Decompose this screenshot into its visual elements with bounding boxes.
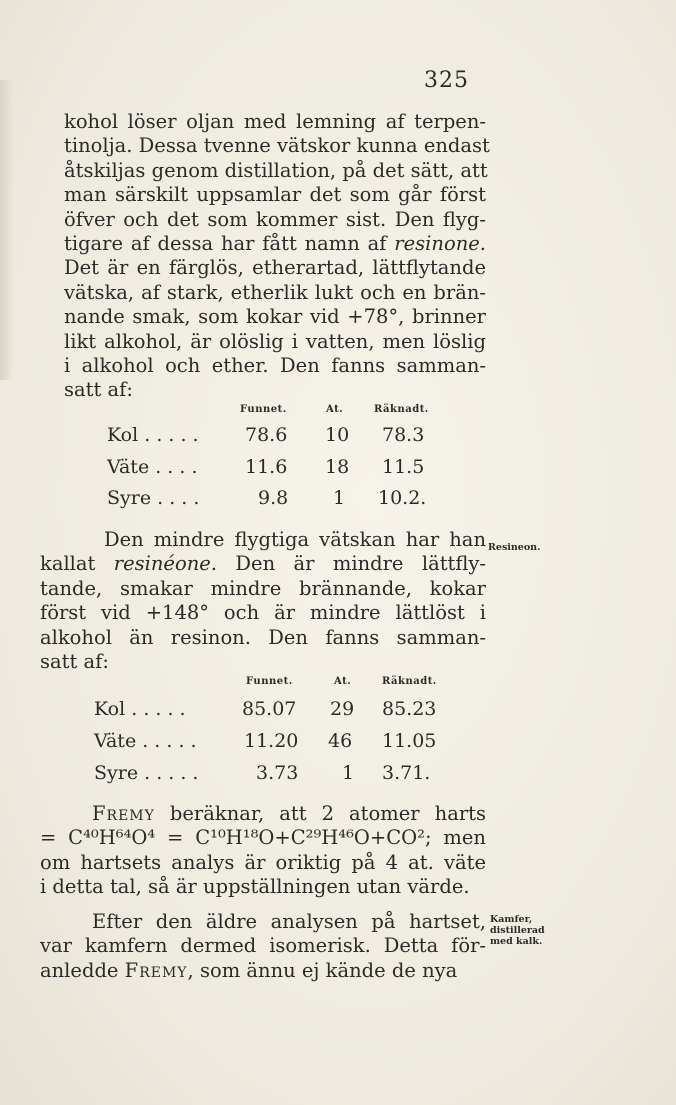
paragraph-4 (40, 910, 486, 983)
table-cell-calculated: 85.23 (382, 698, 437, 720)
table-row-label: Väte . . . . . (94, 730, 197, 752)
table-cell-calculated: 11.5 (382, 456, 425, 478)
table-cell-calculated: 11.05 (382, 730, 437, 752)
paragraph-1 (64, 110, 490, 403)
table-cell-found: 9.8 (258, 487, 289, 509)
text-line: i detta tal, så är uppställningen utan värde. (40, 875, 470, 899)
term-resineone: resinéone. (113, 552, 218, 576)
text-line: tinolja. Dessa tvenne vätskor kunna endast (64, 134, 490, 158)
text-line: öfver och det som kommer sist. Den flyg- (64, 207, 486, 231)
table-cell-atoms: 10 (325, 424, 350, 446)
text-line: satt af: (40, 650, 109, 674)
table-row-label: Kol . . . . . (94, 698, 186, 720)
page-number: 325 (424, 68, 469, 93)
table-cell-calculated: 3.71. (382, 762, 431, 784)
table-cell-found: 3.73 (256, 762, 299, 784)
table-cell-calculated: 10.2. (378, 487, 427, 509)
text-line: kohol löser oljan med lemning af terpen- (64, 110, 486, 133)
term-resinone: resinone. (394, 232, 486, 256)
text-line: vätska, af stark, etherlik lukt och en brän- (64, 280, 486, 304)
table-cell-atoms: 18 (325, 456, 350, 478)
page-gutter-shadow (0, 80, 14, 380)
paragraph-2 (40, 528, 486, 674)
table-header-found: Funnet. (240, 404, 287, 415)
table-cell-found: 85.07 (242, 698, 297, 720)
table-header-atoms: At. (326, 404, 344, 415)
text-line: tande, smakar mindre brännande, kokar (40, 576, 486, 600)
text-line: satt af: (64, 378, 133, 402)
table-cell-atoms: 46 (328, 730, 353, 752)
text-line: nande smak, som kokar vid +78°, brinner (64, 305, 486, 329)
table-row-label: Syre . . . . . (94, 762, 199, 784)
margin-note-resineon: Resineon. (488, 542, 541, 553)
table-header-calculated: Räknadt. (374, 404, 429, 415)
table-cell-atoms: 1 (342, 762, 355, 784)
text-line: kallat resinéone. Den är mindre lättfly- (40, 552, 486, 576)
author-fremy: Fremy (124, 958, 188, 982)
table-cell-calculated: 78.3 (382, 424, 425, 446)
text-line: alkohol än resinon. Den fanns samman- (40, 625, 486, 649)
text-line: Det är en färglös, etherartad, lättflytande (64, 256, 486, 280)
chemical-formula: = C⁴⁰H⁶⁴O⁴ = C¹⁰H¹⁸O+C²⁹H⁴⁶O+CO²; men (40, 826, 486, 850)
text-line: man särskilt uppsamlar det som går först (64, 183, 486, 207)
table-cell-atoms: 29 (330, 698, 355, 720)
text-line: anledde Fremy, som ännu ej kände de nya (40, 958, 458, 982)
table-cell-atoms: 1 (333, 487, 346, 509)
table-header-calculated: Räknadt. (382, 676, 437, 687)
text-line: i alkohol och ether. Den fanns samman- (64, 354, 486, 378)
text-line: likt alkohol, är olöslig i vatten, men löslig (64, 329, 486, 353)
table-cell-found: 78.6 (245, 424, 288, 446)
paragraph-3 (40, 802, 486, 900)
text-line: åtskiljas genom distillation, på det sätt, att (64, 158, 488, 182)
text-line: var kamfern dermed isomerisk. Detta för- (40, 934, 486, 958)
table-row-label: Syre . . . . (107, 487, 200, 509)
text-line: Den mindre flygtiga vätskan har han (104, 528, 486, 551)
text-line: Fremy beräknar, att 2 atomer harts (92, 802, 486, 825)
text-line: först vid +148° och är mindre lättlöst i (40, 601, 486, 625)
table-row-label: Väte . . . . (107, 456, 198, 478)
text-line: tigare af dessa har fått namn af resinone. (64, 232, 486, 256)
author-fremy: Fremy (92, 802, 155, 825)
text-line: Efter den äldre analysen på hartset, (92, 910, 486, 933)
margin-note-kamfer: Kamfer, distillerad med kalk. (490, 914, 545, 947)
table-header-atoms: At. (334, 676, 352, 687)
table-row-label: Kol . . . . . (107, 424, 199, 446)
table-header-found: Funnet. (246, 676, 293, 687)
table-cell-found: 11.20 (244, 730, 299, 752)
text-line: om hartsets analys är oriktig på 4 at. väte (40, 850, 486, 874)
table-cell-found: 11.6 (245, 456, 288, 478)
